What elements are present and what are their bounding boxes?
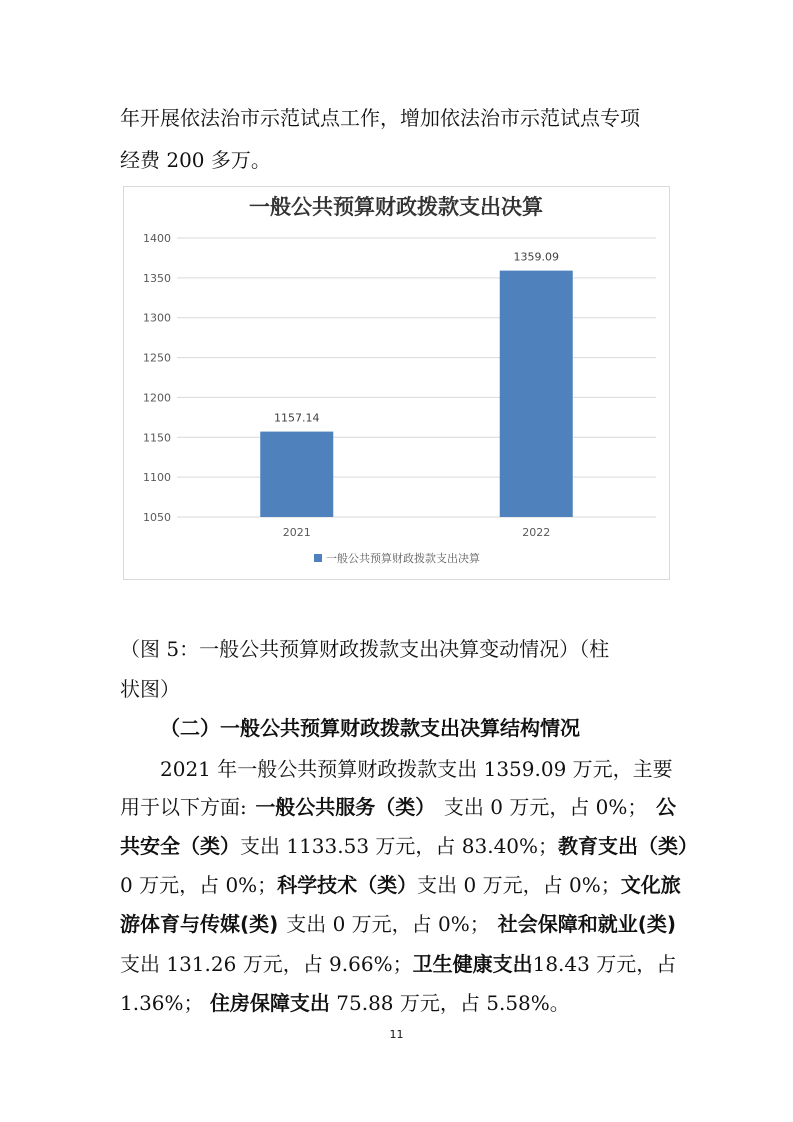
paragraph-line bbox=[120, 952, 676, 976]
text: 经费 200 多万。 bbox=[120, 148, 271, 172]
bold-text: 科学技术（类） bbox=[277, 873, 418, 897]
bar-chart bbox=[123, 186, 670, 580]
figure-caption bbox=[120, 677, 676, 701]
paragraph-line bbox=[120, 834, 699, 858]
text: 支出 0 万元，占 0%； bbox=[417, 873, 621, 897]
paragraph-line bbox=[120, 873, 681, 897]
y-tick-label: 1350 bbox=[143, 271, 171, 285]
text: 1.36%； bbox=[120, 991, 204, 1015]
figure-caption bbox=[120, 637, 676, 661]
bold-text: 教育支出（类） bbox=[558, 834, 699, 858]
text: 支出 0 万元，占 0%； bbox=[443, 795, 648, 819]
y-tick-label: 1250 bbox=[143, 351, 171, 365]
paragraph-line bbox=[120, 148, 676, 172]
y-tick-label: 1050 bbox=[143, 511, 171, 524]
y-tick-label: 1200 bbox=[143, 391, 171, 405]
bar bbox=[260, 432, 333, 517]
paragraph-line bbox=[120, 991, 676, 1015]
y-axis-ticks bbox=[143, 232, 171, 524]
x-tick-label: 2022 bbox=[522, 526, 551, 539]
y-tick-label: 1100 bbox=[143, 471, 171, 485]
text: （图 5：一般公共预算财政拨款支出决算变动情况）（柱 bbox=[120, 637, 610, 661]
section-heading: （二）一般公共预算财政拨款支出决算结构情况 bbox=[160, 716, 580, 740]
text: 用于以下方面: bbox=[120, 795, 247, 819]
text: 2021 年一般公共预算财政拨款支出 1359.09 万元，主要 bbox=[160, 757, 673, 781]
bar bbox=[500, 271, 573, 517]
bold-text: 共安全（类） bbox=[120, 834, 240, 858]
text: 0 万元，占 0%； bbox=[120, 873, 278, 897]
bold-text: 住房保障支出 bbox=[209, 991, 330, 1015]
text: 年开展依法治市示范试点工作，增加依法治市示范试点专项 bbox=[120, 106, 640, 130]
bold-text: 文化旅 bbox=[620, 873, 681, 897]
page-number: 11 bbox=[389, 1028, 404, 1041]
text: 18.43 万元，占 bbox=[532, 952, 677, 976]
text: 支出 1133.53 万元，占 83.40%； bbox=[240, 834, 559, 858]
data-label: 1359.09 bbox=[513, 250, 559, 264]
x-axis-ticks bbox=[283, 526, 551, 539]
text: 支出 131.26 万元，占 9.66%； bbox=[120, 952, 413, 976]
paragraph-line bbox=[160, 757, 676, 781]
bold-text: 公 bbox=[655, 795, 676, 819]
paragraph-line bbox=[120, 912, 676, 936]
text: 75.88 万元，占 5.58%。 bbox=[336, 991, 570, 1015]
gridlines bbox=[177, 238, 656, 517]
text: 支出 0 万元，占 0%； bbox=[286, 912, 490, 936]
bold-text: 卫生健康支出 bbox=[412, 952, 533, 976]
chart-svg bbox=[124, 187, 669, 579]
bold-text: 社会保障和就业(类) bbox=[497, 912, 676, 936]
paragraph-line bbox=[120, 795, 676, 819]
chart-title: 一般公共预算财政拨款支出决算 bbox=[249, 194, 543, 219]
bold-text: 一般公共服务（类） bbox=[255, 795, 436, 819]
bold-text: 游体育与传媒(类) bbox=[120, 912, 279, 936]
paragraph-line bbox=[120, 106, 676, 130]
y-tick-label: 1300 bbox=[143, 311, 171, 325]
legend-swatch bbox=[314, 554, 322, 562]
legend bbox=[314, 551, 480, 565]
data-label: 1157.14 bbox=[274, 411, 320, 425]
x-tick-label: 2021 bbox=[282, 526, 311, 539]
legend-label: 一般公共预算财政拨款支出决算 bbox=[326, 552, 480, 565]
text: 状图） bbox=[120, 677, 180, 701]
y-tick-label: 1150 bbox=[143, 431, 171, 445]
y-tick-label: 1400 bbox=[143, 232, 171, 245]
